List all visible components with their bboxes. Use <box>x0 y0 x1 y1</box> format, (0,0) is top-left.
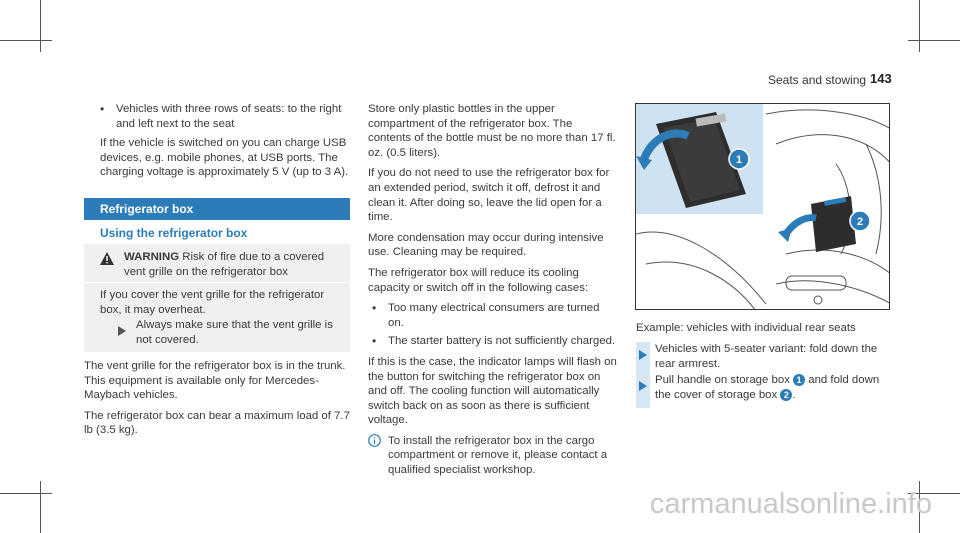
warning-triangle-icon <box>100 252 114 270</box>
callout-2: 2 <box>856 216 864 228</box>
list-item: • The starter battery is not sufficiently charged. <box>372 334 618 349</box>
column-2 <box>368 102 618 478</box>
arrow-icon <box>118 323 126 341</box>
step-2-end: . <box>792 388 796 401</box>
warning-action: Always make sure that the vent grille is not covered. <box>136 319 333 346</box>
page-number: 143 <box>870 71 892 86</box>
callout-1-badge: 1 <box>793 374 805 386</box>
warning-box <box>84 244 350 352</box>
column-1-top <box>100 102 350 186</box>
crop-mark <box>0 493 52 494</box>
callout-1: 1 <box>735 154 743 166</box>
figure-refrigerator-box <box>635 103 890 310</box>
list-item: • Too many electrical consumers are turned on. <box>372 301 618 330</box>
car-interior-illustration <box>636 104 890 310</box>
step-2 <box>655 373 890 402</box>
info-icon <box>368 434 381 452</box>
callout-2-badge: 2 <box>780 389 792 401</box>
crop-mark <box>40 0 41 52</box>
running-header: Seats and stowing <box>768 73 867 87</box>
warning-heading <box>124 250 344 279</box>
crop-mark <box>919 0 920 52</box>
arrow-icon <box>639 378 647 396</box>
paragraph: Store only plastic bottles in the upper compartment of the refrigerator box. The contents of the bottle must be no more than 17 fl. oz. (0.5 liters). <box>368 103 616 159</box>
crop-mark <box>40 481 41 533</box>
crop-mark <box>0 40 52 41</box>
paragraph: The vent grille for the refrigerator box is in the trunk. <box>84 360 346 372</box>
list-item: • Vehicles with three rows of seats: to the right and left next to the seat <box>100 102 350 131</box>
paragraph: More condensation may occur during intensive use. Cleaning may be required. <box>368 231 604 259</box>
arrow-icon <box>639 347 647 365</box>
paragraph: If this is the case, the indicator lamps will flash on the button for switching the refrigerator box on and off. The cooling function will automatically switch back on as soon as there is sufficient voltage. <box>368 355 617 427</box>
column-1-bottom <box>84 359 350 444</box>
step-2-text-b: and fold down the cover of storage box <box>655 374 880 401</box>
paragraph: The refrigerator box can bear a maximum load of 7.7 lb (3.5 kg). <box>84 409 350 437</box>
paragraph: If the vehicle is switched on you can charge USB devices, e.g. mobile phones, at USB ports. The charging voltage is approximately 5 V (up to 3 A). <box>100 137 349 179</box>
section-title: Refrigerator box <box>84 198 350 220</box>
figure-caption: Example: vehicles with individual rear seats <box>636 322 856 334</box>
crop-mark <box>908 40 960 41</box>
warning-body: If you cover the vent grille for the refrigerator box, it may overheat. <box>100 289 325 316</box>
subsection-title: Using the refrigerator box <box>100 226 350 245</box>
paragraph: If you do not need to use the refrigerator box for an extended period, switch it off, defrost it and clean it. After doing so, leave the lid open for a time. <box>368 167 610 224</box>
note-text: To install the refrigerator box in the cargo compartment or remove it, please contact a qualified specialist workshop. <box>388 434 608 477</box>
paragraph: This equipment is available only for Mercedes-Maybach vehicles. <box>84 374 319 402</box>
step-1: Vehicles with 5-seater variant: fold down the rear armrest. <box>655 343 878 370</box>
watermark: carmanualsonline.info <box>649 488 932 520</box>
paragraph: The refrigerator box will reduce its cooling capacity or switch off in the following cases: <box>368 266 589 294</box>
divider <box>84 282 350 283</box>
note <box>368 434 618 478</box>
warning-text: Risk of fire due to a covered vent grille on the refrigerator box <box>124 251 325 278</box>
warning-label: WARNING <box>124 251 180 263</box>
step-2-text-a: Pull handle on storage box <box>655 374 790 386</box>
